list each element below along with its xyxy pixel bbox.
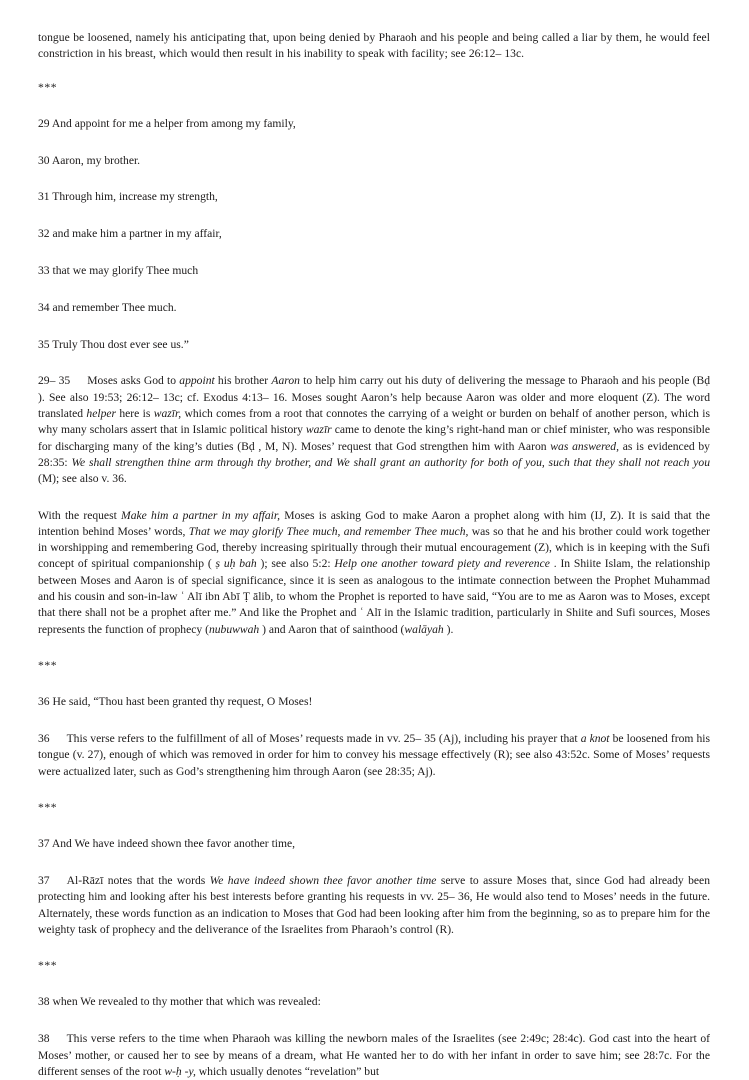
commentary-run: (M); see also v. 36. xyxy=(38,472,127,486)
verse-number: 33 xyxy=(38,264,50,278)
verse-text: Truly Thou dost ever see us.” xyxy=(52,337,189,351)
commentary-verse-ref: 38 xyxy=(38,1032,50,1046)
commentary-run: . In Shiite Islam, the relationship between Moses and Aaron is of special significance, since it is seen as analogous to the intimate connection between the Prophet Muhammad and his cousin and son-in-law ʿ Alī ibn Abī Ṭ ālib, to whom the Prophet is reported to have said, “You are to me as Aaron was to Moses, except that there shall not be a prophet after me.” And like the Prophet and ʿ Alī in the Islamic tradition, particularly in Shiite and Sufi sources, Moses represents the function of prophecy ( xyxy=(38,557,711,636)
commentary-italic: Help one another toward piety and reverence xyxy=(334,557,550,571)
commentary-run: his brother xyxy=(214,374,272,388)
verse-line xyxy=(38,226,710,242)
commentary-paragraph-37 xyxy=(38,873,710,938)
verse-number: 29 xyxy=(38,116,50,130)
commentary-run: This verse refers to the fulfillment of all of Moses’ requests made in vv. 25– 35 (Aj), including his prayer that xyxy=(66,732,581,746)
commentary-italic: We shall strengthen thine arm through thy brother, and We shall grant an authority for both of you, such that they shall not reach you xyxy=(71,455,711,469)
commentary-verse-ref: 37 xyxy=(38,874,50,887)
section-separator: *** xyxy=(38,959,58,973)
commentary-italic: We have indeed shown thee favor another time xyxy=(209,874,437,887)
verse-line xyxy=(38,694,710,710)
verse-line xyxy=(38,994,710,1010)
verse-line xyxy=(38,153,710,169)
verse-text: He said, “Thou hast been granted thy request, O Moses! xyxy=(52,695,313,709)
verse-number: 31 xyxy=(38,190,50,204)
commentary-run: was so that he and his brother could work together in worshipping and remembering God, thereby increasing spiritually through their mutual encouragement (Z), which is in keeping with the Sufi concept of spiritual companionship ( xyxy=(38,524,710,571)
commentary-italic: helper xyxy=(86,407,117,421)
verse-text: when We revealed to thy mother that which was revealed: xyxy=(52,995,321,1009)
verse-text: Aaron, my brother. xyxy=(51,153,141,167)
commentary-italic: walāyah xyxy=(404,622,444,636)
commentary-run: ) and Aaron that of sainthood ( xyxy=(259,622,405,636)
commentary-italic: was answered, xyxy=(550,439,619,453)
verse-number: 35 xyxy=(38,337,50,351)
verse-text: and remember Thee much. xyxy=(52,300,177,314)
commentary-run: Moses asks God to xyxy=(87,374,180,388)
verse-text: And appoint for me a helper from among my family, xyxy=(51,116,296,130)
commentary-run: Moses is asking God to make Aaron a prophet along with him (IJ, Z). It is said that the intention behind Moses’ words, xyxy=(38,508,710,538)
section-separator: *** xyxy=(38,800,58,814)
commentary-run: came to denote the king’s right-hand man or chief minister, who was responsible for discharging many of the king’s duties (Bḍ , M, N). Moses’ request that God strengthen him with Aaron xyxy=(38,423,710,453)
commentary-paragraph-38 xyxy=(38,1031,710,1080)
commentary-paragraph-29-35 xyxy=(38,373,710,487)
commentary-italic: ṣ uḥ bah xyxy=(215,557,257,571)
continuation-text: tongue be loosened, namely his anticipating that, upon being denied by Pharaoh and his people and being called a liar by them, he would feel constriction in his breast, which would then result in his inability to speak with facility; see 26:12– 13c. xyxy=(38,31,710,61)
section-separator: *** xyxy=(38,80,58,94)
commentary-run: ). xyxy=(443,622,454,636)
verse-text: Through him, increase my strength, xyxy=(52,190,218,204)
commentary-italic: w-ḥ -y, xyxy=(164,1064,196,1078)
verse-number: 32 xyxy=(38,227,50,241)
continuation-paragraph xyxy=(38,30,710,63)
commentary-run: to help him carry out his duty of delivering the message to Pharaoh and his people (Bḍ ). See also 19:53; 26:12– 13c; cf. Exodus 4:13– 16. Moses sought Aaron’s help because Aaron was older and more eloquent (Z). The word translated xyxy=(38,374,710,421)
verse-text: that we may glorify Thee much xyxy=(52,264,199,278)
verse-text: and make him a partner in my affair, xyxy=(52,227,222,241)
commentary-verse-ref: 36 xyxy=(38,732,50,746)
commentary-italic: nubuwwah xyxy=(208,622,260,636)
commentary-italic: wazīr, xyxy=(153,407,182,421)
commentary-verse-ref: 29– 35 xyxy=(38,374,71,388)
commentary-run: as is evidenced by 28:35: xyxy=(38,439,710,469)
commentary-run: serve to assure Moses that, since God had already been protecting him and looking after his best interests before granting his requests in vv. 25– 36, He would also tend to Moses’ needs in the future. Alternately, these words function as an indication to Moses that God had been looking after him from the beginning, so as to prepare him for the weighty task of prophecy and the deliverance of the Israelites from Pharaoh’s control (R). xyxy=(38,874,710,936)
commentary-italic: appoint xyxy=(179,374,215,388)
verse-number: 36 xyxy=(38,695,50,709)
verse-number: 38 xyxy=(38,995,50,1009)
commentary-italic: wazīr xyxy=(305,423,332,437)
commentary-run: which comes from a root that connotes the carrying of a weight or burden on behalf of another person, which is why many scholars assert that in Islamic political history xyxy=(38,407,710,437)
commentary-italic: That we may glorify Thee much, and remember Thee much, xyxy=(188,524,469,538)
commentary-paragraph-partner xyxy=(38,508,710,638)
verse-text: And We have indeed shown thee favor another time, xyxy=(51,837,296,851)
commentary-paragraph-36 xyxy=(38,731,710,780)
verse-line xyxy=(38,836,710,852)
section-separator: *** xyxy=(38,658,58,672)
commentary-italic: Aaron xyxy=(271,374,300,388)
commentary-italic: a knot xyxy=(580,732,610,746)
verse-number: 34 xyxy=(38,300,50,314)
commentary-run: here is xyxy=(116,407,154,421)
commentary-run: This verse refers to the time when Pharaoh was killing the newborn males of the Israelites (see 2:49c; 28:4c). God cast into the heart of Moses’ mother, or caused her to see by means of a dream, what He wanted her to do with her infant in order to save him; see 28:7c. For the different senses of the root xyxy=(38,1032,710,1078)
verse-line xyxy=(38,116,710,132)
verse-line xyxy=(38,263,710,279)
commentary-italic: Make him a partner in my affair, xyxy=(121,508,281,522)
verse-number: 37 xyxy=(38,837,50,851)
commentary-run: which usually denotes “revelation” but xyxy=(195,1064,380,1078)
commentary-run: Al-Rāzī notes that the words xyxy=(66,874,210,887)
verse-number: 30 xyxy=(38,153,50,167)
verse-line xyxy=(38,300,710,316)
commentary-run: ); see also 5:2: xyxy=(256,557,335,571)
commentary-run: With the request xyxy=(38,508,122,522)
verse-line xyxy=(38,189,710,205)
verse-line xyxy=(38,337,710,353)
commentary-run: be loosened from his tongue (v. 27), enough of which was removed in order for him to convey his message effectively (R); see also 43:52c. Some of Moses’ requests were actualized later, such as God’s strengthening him through Aaron (see 28:35; Aj). xyxy=(38,732,711,778)
